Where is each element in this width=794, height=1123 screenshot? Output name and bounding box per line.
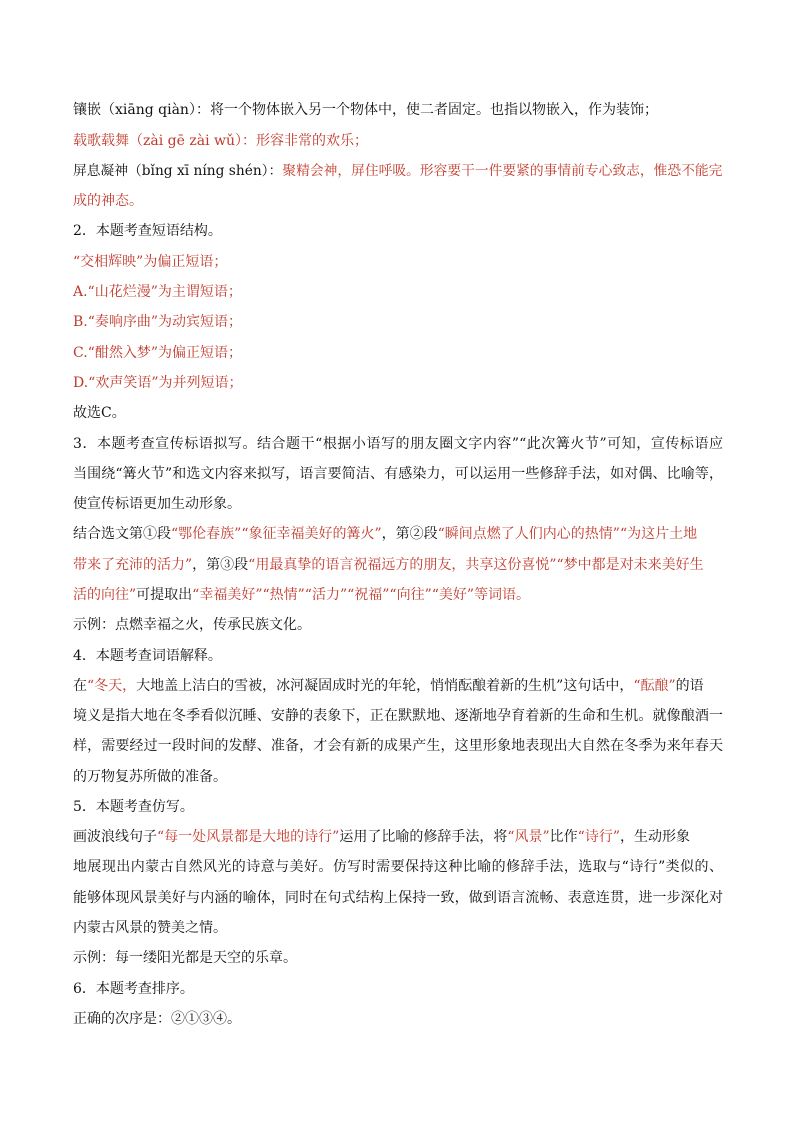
q2-option-c: C.“酣然入梦”为偏正短语； <box>73 345 242 361</box>
q4-heading: 4．本题考查词语解释。 <box>73 648 222 664</box>
q4-analysis-line: 的万物复苏所做的准备。 <box>73 769 227 785</box>
vocab-term: 屏息凝神（bǐng xī níng shén）： <box>73 163 283 179</box>
q3-analysis-line <box>73 555 723 575</box>
q4-analysis-line: 境义是指大地在冬季看似沉睡、安静的表象下，正在默默地、逐渐地孕育着新的生命和生机。就像酿酒一 <box>73 708 723 724</box>
vocab-term: 镶嵌（xiāng qiàn）： <box>73 102 210 118</box>
text-run: 的语 <box>675 678 704 694</box>
q2-option-d: D.“欢声笑语”为并列短语； <box>73 375 243 391</box>
text-run: 在 <box>73 678 87 694</box>
text-run: ，第②段 <box>381 526 438 542</box>
vocab-term: 载歌载舞（zài gē zài wǔ）： <box>73 133 256 149</box>
text-run: 可提取出 <box>136 587 193 603</box>
quote-run: “酝酿” <box>633 678 676 694</box>
quote-run: 带来了充沛的活力” <box>73 557 193 573</box>
quote-run: “用最真挚的语言祝福远方的朋友，共享这份喜悦”“梦中都是对未来美好生 <box>248 557 704 573</box>
quote-run: “风景” <box>507 829 550 845</box>
quote-run: “鄂伦春族”“象征幸福美好的篝火” <box>171 526 382 542</box>
vocab-line-xiangqian <box>73 100 723 120</box>
text-run: 运用了比喻的修辞手法，将 <box>339 829 508 845</box>
quote-run: “幸福美好”“热情”“活力”“祝福”“向往”“美好” <box>192 587 475 603</box>
q6-answer: 正确的次序是：②①③④。 <box>73 1011 241 1027</box>
q2-answer: 故选C。 <box>73 405 126 421</box>
q2-line: “交相辉映”为偏正短语； <box>73 254 228 270</box>
quote-run: “冬天， <box>87 678 137 694</box>
q2-heading: 2．本题考查短语结构。 <box>73 223 222 239</box>
text-run: ，第③段 <box>192 557 249 573</box>
text-run: 画波浪线句子 <box>73 829 157 845</box>
quote-run: “诗行” <box>577 829 620 845</box>
text-run: 结合选文第①段 <box>73 526 171 542</box>
q5-heading: 5．本题考查仿写。 <box>73 799 194 815</box>
q3-text-line: 3．本题考查宣传标语拟写。结合题干“根据小语写的朋友圈文字内容”“此次篝火节”可知，宣传标语应 <box>73 436 723 452</box>
text-run: 大地盖上洁白的雪被，冰河凝固成时光的年轮，悄悄酝酿着新的生机”这句话中， <box>136 678 634 694</box>
q2-option-a: A.“山花烂漫”为主谓短语； <box>73 284 242 300</box>
q5-analysis-line <box>73 827 723 847</box>
q5-example: 示例：每一缕阳光都是天空的乐章。 <box>73 950 297 966</box>
q2-option-b: B.“奏响序曲”为动宾短语； <box>73 314 243 330</box>
q6-heading: 6．本题考查排序。 <box>73 981 194 997</box>
vocab-definition: 将一个物体嵌入另一个物体中，使二者固定。也指以物嵌入，作为装饰； <box>209 102 658 118</box>
vocab-definition-cont: 成的神态。 <box>73 193 143 209</box>
q3-analysis-line <box>73 524 723 544</box>
q3-example: 示例：点燃幸福之火，传承民族文化。 <box>73 617 311 633</box>
quote-run: “瞬间点燃了人们内心的热情”“为这片土地 <box>437 526 698 542</box>
vocab-definition: 形容非常的欢乐； <box>256 133 368 149</box>
text-run: ，生动形象 <box>619 829 690 845</box>
q5-analysis-line: 内蒙古风景的赞美之情。 <box>73 920 227 936</box>
q4-analysis-line: 样，需要经过一段时间的发酵、准备，才会有新的成果产生，这里形象地表现出大自然在冬季为来年春天 <box>73 738 723 754</box>
text-run: 比作 <box>549 829 578 845</box>
vocab-definition: 聚精会神，屏住呼吸。形容要干一件要紧的事情前专心致志，惟恐不能完 <box>282 163 723 179</box>
q5-analysis-line: 能够体现风景美好与内涵的喻体，同时在句式结构上保持一致，做到语言流畅、表意连贯，进一步深化对 <box>73 890 723 906</box>
q3-text-line: 使宣传标语更加生动形象。 <box>73 496 241 512</box>
vocab-line-zaigezaiwu <box>73 131 723 151</box>
quote-run: “每一处风景都是大地的诗行” <box>157 829 340 845</box>
q3-text-line: 当围绕“篝火节”和选文内容来拟写，语言要简洁、有感染力，可以运用一些修辞手法，如对偶、比喻等， <box>73 466 723 482</box>
q5-analysis-line: 地展现出内蒙古自然风光的诗意与美好。仿写时需要保持这种比喻的修辞手法，选取与“诗行”类似的、 <box>73 859 723 875</box>
q4-analysis-line <box>73 676 723 696</box>
quote-run: 活的向往” <box>73 587 137 603</box>
text-run: 等词语。 <box>474 587 531 603</box>
vocab-line-bingxiningshen <box>73 161 723 181</box>
q3-analysis-line <box>73 585 723 605</box>
